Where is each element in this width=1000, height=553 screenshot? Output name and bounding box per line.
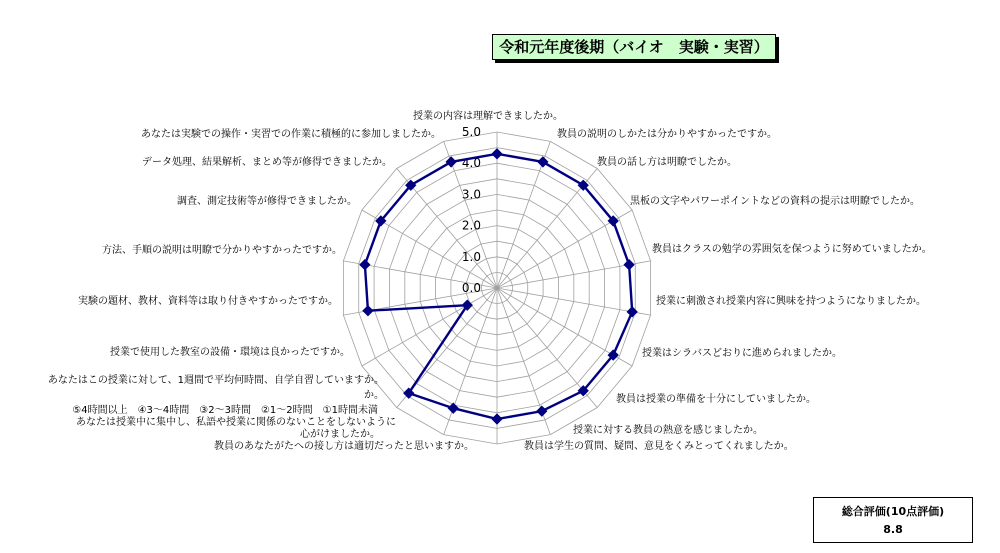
axis-label: 教員のあなたがたへの接し方は適切だったと思いますか。 <box>214 441 474 452</box>
axis-label: 教員の説明のしかたは分かりやすかったですか。 <box>557 129 777 140</box>
data-point <box>491 413 502 424</box>
summary-box <box>813 497 973 543</box>
axis-label: 調査、測定技術等が修得できましたか。 <box>177 196 357 207</box>
axis-label: 心がけましたか。 <box>300 429 380 440</box>
axis-label: あなたは授業中に集中し、私語や授業に関係のないことをしないように <box>76 417 396 428</box>
axis-label: 教員は学生の質問、疑問、意見をくみとってくれましたか。 <box>524 441 794 452</box>
summary-value: 8.8 <box>883 523 903 536</box>
axis-label: 教員は授業の準備を十分にしていましたか。 <box>616 394 816 405</box>
data-point <box>536 405 547 416</box>
tick-label: 1.0 <box>461 249 481 264</box>
axis-label: あなたは実験での操作・実習での作業に積極的に参加しましたか。 <box>141 129 441 140</box>
axis-label: ⑤4時間以上 ④3～4時間 ③2～3時間 ②1～2時間 ①1時間未満 <box>72 405 378 416</box>
radar-grid <box>343 132 650 444</box>
tick-label: 5.0 <box>461 125 481 139</box>
axis-label: か。 <box>364 390 384 401</box>
axis-label: 授業はシラバスどおりに進められましたか。 <box>642 348 842 359</box>
data-point <box>445 156 456 167</box>
chart-title: 令和元年度後期（バイオ 実験・実習） <box>492 34 776 60</box>
axis-label: データ処理、結果解析、まとめ等が修得できましたか。 <box>142 157 392 168</box>
summary-label: 総合評価(10点評価) <box>841 505 945 518</box>
axis-label: 授業に対する教員の熱意を感じましたか。 <box>573 425 763 436</box>
axis-label: 授業で使用した教室の設備・環境は良かったですか。 <box>110 347 350 358</box>
axis-label: 教員はクラスの勉学の雰囲気を保つように努めていましたか。 <box>652 244 932 255</box>
data-point <box>359 259 370 270</box>
data-point <box>537 156 548 167</box>
data-point <box>362 305 373 316</box>
data-point <box>627 306 638 317</box>
axis-label: 授業の内容は理解できましたか。 <box>413 111 563 122</box>
axis-label: あなたはこの授業に対して、1週間で平均何時間、自学自習していますか。 <box>47 375 384 386</box>
data-point <box>623 259 634 270</box>
axis-label: 授業に刺激され授業内容に興味を持つようになりましたか。 <box>656 296 926 307</box>
tick-label: 3.0 <box>461 187 481 202</box>
tick-label: 0.0 <box>461 281 481 295</box>
tick-label: 4.0 <box>461 156 481 171</box>
tick-label: 2.0 <box>461 218 481 233</box>
axis-label: 黒板の文字やパワーポイントなどの資料の提示は明瞭でしたか。 <box>630 196 920 207</box>
axis-label: 方法、手順の説明は明瞭で分かりやすかったですか。 <box>102 245 342 256</box>
data-point <box>491 148 502 159</box>
data-point <box>448 403 459 414</box>
radar-axis-labels <box>48 109 932 452</box>
axis-label: 教員の話し方は明瞭でしたか。 <box>597 157 737 168</box>
axis-label: 実験の題材、教材、資料等は取り付きやすかったですか。 <box>78 296 338 307</box>
